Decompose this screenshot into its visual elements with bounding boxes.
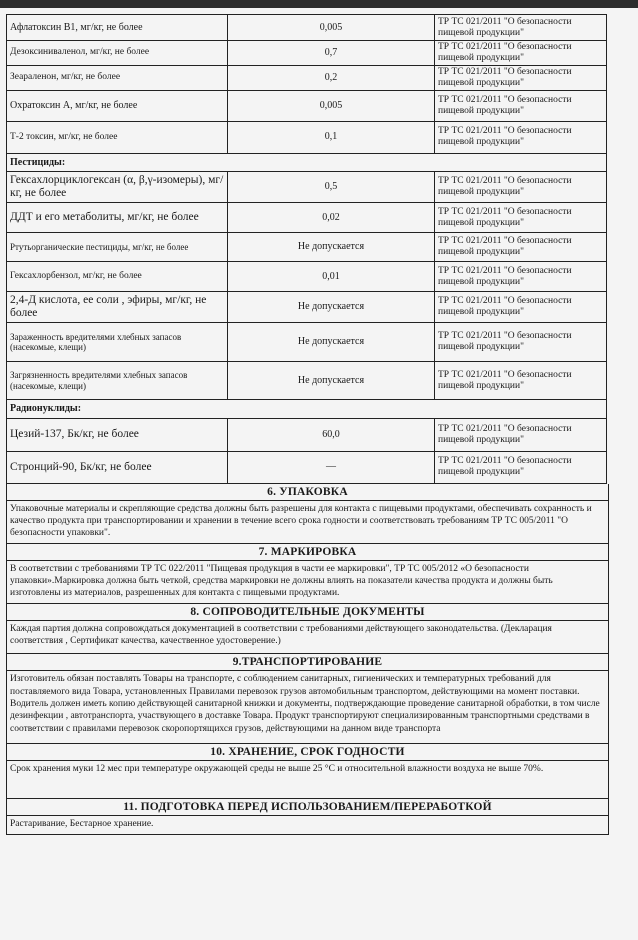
section-title: 9.ТРАНСПОРТИРОВАНИЕ xyxy=(7,654,608,671)
indicator-name: Ртутьорганические пестициды, мг/кг, не более xyxy=(7,233,228,262)
table-row xyxy=(7,362,607,400)
section-row xyxy=(7,153,607,172)
indicator-value: 0,2 xyxy=(228,65,435,90)
section-packaging xyxy=(6,484,609,544)
requirements-table xyxy=(6,14,607,484)
regulation-reference: ТР ТС 021/2011 "О безопасности пищевой продукции" xyxy=(435,15,607,41)
section-title: 10. ХРАНЕНИЕ, СРОК ГОДНОСТИ xyxy=(7,744,608,761)
regulation-reference: ТР ТС 021/2011 "О безопасности пищевой продукции" xyxy=(435,41,607,66)
indicator-value: 0,7 xyxy=(228,41,435,66)
regulation-reference: ТР ТС 021/2011 "О безопасности пищевой продукции" xyxy=(435,65,607,90)
regulation-reference: ТР ТС 021/2011 "О безопасности пищевой продукции" xyxy=(435,323,607,362)
section-body: Растаривание, Бестарное хранение. xyxy=(10,818,154,829)
indicator-name: 2,4-Д кислота, ее соли , эфиры, мг/кг, не более xyxy=(7,292,228,323)
indicator-name: Гексахлорциклогексан (α, β,γ-изомеры), мг/кг, не более xyxy=(7,172,228,203)
table-row xyxy=(7,418,607,451)
section-label: Пестициды: xyxy=(7,153,607,172)
section-label: Радионуклиды: xyxy=(7,400,607,419)
sections-container xyxy=(6,484,610,835)
indicator-name: Афлатоксин В1, мг/кг, не более xyxy=(7,15,228,41)
regulation-reference: ТР ТС 021/2011 "О безопасности пищевой продукции" xyxy=(435,172,607,203)
section-marking xyxy=(6,544,609,604)
section-documents xyxy=(6,604,609,655)
indicator-name: Дезоксиниваленол, мг/кг, не более xyxy=(7,41,228,66)
table-row xyxy=(7,323,607,362)
section-body: Изготовитель обязан поставлять Товары на транспорте, с соблюдением санитарных, гигиенических и температурных требований для поставляемого вида Товара, установленных Правилами перевозок грузов автомобильным транспортом, действующими на момент поставки. Водитель должен иметь копию действующей санитарной книжки и документы, подтверждающие проведение санитарной обработки, в том числе дезинфекции , автотранспорта, участвующего в доставке Товара. Продукт транспортируют специализированным транспортными средствами в соответствии с правилами перевозок скоропортящихся грузов, действующими на данном виде транспорта xyxy=(10,674,600,734)
regulation-reference: ТР ТС 021/2011 "О безопасности пищевой продукции" xyxy=(435,451,607,483)
indicator-name: Охратоксин А, мг/кг, не более xyxy=(7,90,228,121)
indicator-value: Не допускается xyxy=(228,362,435,400)
indicator-value: 0,02 xyxy=(228,203,435,233)
table-row xyxy=(7,172,607,203)
table-row xyxy=(7,451,607,483)
section-title: 7. МАРКИРОВКА xyxy=(7,544,608,561)
indicator-value: 60,0 xyxy=(228,418,435,451)
section-body: Упаковочные материалы и скрепляющие средства должны быть разрешены для контакта с пищевыми продуктами, обеспечивать сохранность и качество продукта при транспортировании и хранении в течение всего срока годности и соответствовать требованиям ТР ТС 005/2011 "О безопасности упаковки". xyxy=(10,503,592,539)
indicator-value: Не допускается xyxy=(228,233,435,262)
table-row xyxy=(7,233,607,262)
indicator-value: 0,5 xyxy=(228,172,435,203)
table-row xyxy=(7,15,607,41)
indicator-value: Не допускается xyxy=(228,292,435,323)
indicator-name: Т-2 токсин, мг/кг, не более xyxy=(7,121,228,153)
section-storage xyxy=(6,744,609,798)
regulation-reference: ТР ТС 021/2011 "О безопасности пищевой продукции" xyxy=(435,262,607,292)
section-body: В соответствии с требованиями ТР ТС 022/2011 "Пищевая продукция в части ее маркировки", ТР ТС 005/2012 «О безопасности упаковки».Маркировка должна быть четкой, средства маркировки не должны влиять на показатели качества продукта и должны быть изготовлены из материалов, разрешенных для контакта с пищевыми продуктами. xyxy=(10,563,553,599)
regulation-reference: ТР ТС 021/2011 "О безопасности пищевой продукции" xyxy=(435,233,607,262)
indicator-value: — xyxy=(228,451,435,483)
table-row xyxy=(7,121,607,153)
table-row xyxy=(7,292,607,323)
table-row xyxy=(7,41,607,66)
table-row xyxy=(7,203,607,233)
section-title: 11. ПОДГОТОВКА ПЕРЕД ИСПОЛЬЗОВАНИЕМ/ПЕРЕРАБОТКОЙ xyxy=(7,799,608,816)
indicator-name: Загрязненность вредителями хлебных запасов (насекомые, клещи) xyxy=(7,362,228,400)
regulation-reference: ТР ТС 021/2011 "О безопасности пищевой продукции" xyxy=(435,203,607,233)
table-row xyxy=(7,90,607,121)
section-transport xyxy=(6,654,609,744)
indicator-value: Не допускается xyxy=(228,323,435,362)
indicator-name: Цезий-137, Бк/кг, не более xyxy=(7,418,228,451)
table-row xyxy=(7,65,607,90)
indicator-name: Зараженность вредителями хлебных запасов (насекомые, клещи) xyxy=(7,323,228,362)
regulation-reference: ТР ТС 021/2011 "О безопасности пищевой продукции" xyxy=(435,362,607,400)
regulation-reference: ТР ТС 021/2011 "О безопасности пищевой продукции" xyxy=(435,121,607,153)
regulation-reference: ТР ТС 021/2011 "О безопасности пищевой продукции" xyxy=(435,90,607,121)
spec-document xyxy=(6,14,610,835)
section-body: Срок хранения муки 12 мес при температуре окружающей среды не выше 25 °С и относительной влажности воздуха не выше 70%. xyxy=(10,764,544,775)
indicator-value: 0,1 xyxy=(228,121,435,153)
section-body: Каждая партия должна сопровождаться документацией в соответствии с требованиями действующего законодательства. (Декларация соответствия , Сертификат качества, качественное удостоверение.) xyxy=(10,623,552,647)
indicator-name: Зеараленон, мг/кг, не более xyxy=(7,65,228,90)
indicator-value: 0,005 xyxy=(228,15,435,41)
indicator-value: 0,005 xyxy=(228,90,435,121)
regulation-reference: ТР ТС 021/2011 "О безопасности пищевой продукции" xyxy=(435,418,607,451)
indicator-name: Стронций-90, Бк/кг, не более xyxy=(7,451,228,483)
table-row xyxy=(7,262,607,292)
regulation-reference: ТР ТС 021/2011 "О безопасности пищевой продукции" xyxy=(435,292,607,323)
section-preparation xyxy=(6,799,609,835)
section-title: 6. УПАКОВКА xyxy=(7,484,608,501)
top-edge-bar xyxy=(0,0,638,8)
section-title: 8. СОПРОВОДИТЕЛЬНЫЕ ДОКУМЕНТЫ xyxy=(7,604,608,621)
indicator-value: 0,01 xyxy=(228,262,435,292)
section-row xyxy=(7,400,607,419)
indicator-name: Гексахлорбензол, мг/кг, не более xyxy=(7,262,228,292)
indicator-name: ДДТ и его метаболиты, мг/кг, не более xyxy=(7,203,228,233)
